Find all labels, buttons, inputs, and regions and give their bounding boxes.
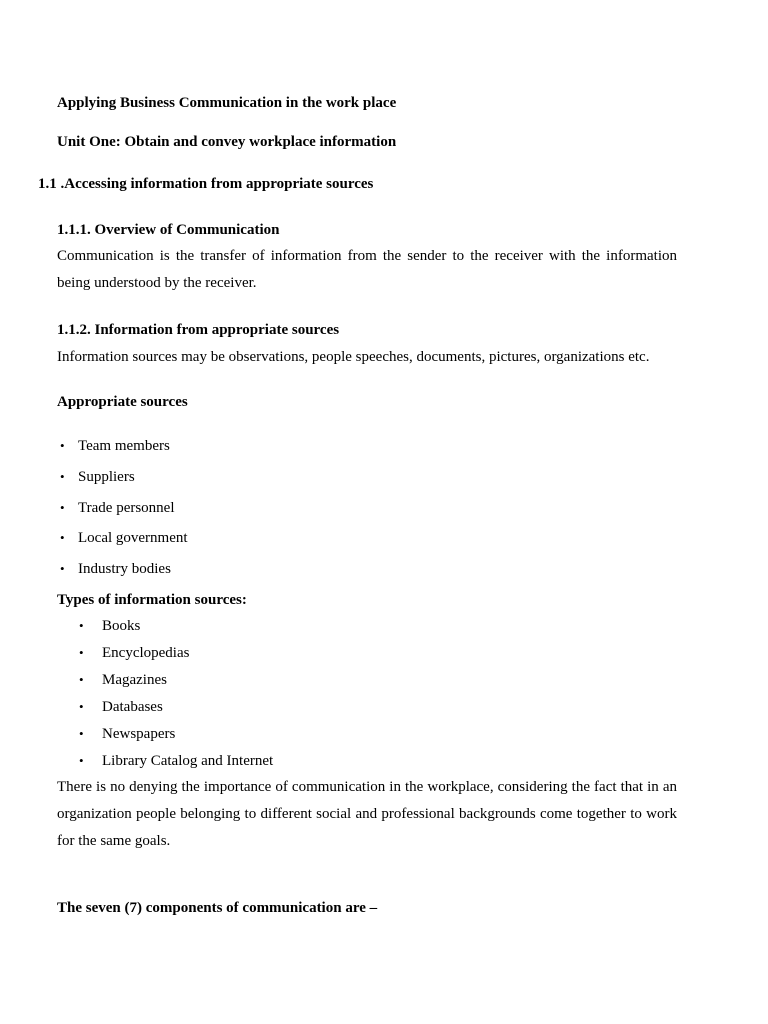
list-item: Databases (102, 699, 163, 715)
document-title: Applying Business Communication in the work place (57, 95, 397, 111)
bullet-icon: • (60, 530, 65, 545)
list-item: Magazines (102, 672, 167, 688)
section-heading: 1.1 .Accessing information from appropriate sources (38, 176, 374, 192)
list-item: Local government (78, 530, 188, 546)
list-item: Industry bodies (78, 561, 171, 577)
overview-paragraph: Communication is the transfer of information from the sender to the receiver with the information being understood by the receiver. (57, 248, 677, 291)
list-item: Newspapers (102, 726, 176, 742)
types-heading: Types of information sources: (57, 592, 247, 608)
list-item: Team members (78, 438, 170, 454)
list-item: Trade personnel (78, 500, 175, 516)
bullet-icon: • (79, 672, 84, 687)
bullet-icon: • (79, 618, 84, 633)
bullet-icon: • (79, 753, 84, 768)
appropriate-sources-heading: Appropriate sources (57, 394, 188, 410)
bullet-icon: • (60, 500, 65, 515)
bullet-icon: • (60, 561, 65, 576)
bullet-icon: • (79, 726, 84, 741)
list-item: Books (102, 618, 141, 634)
bullet-icon: • (60, 438, 65, 453)
importance-paragraph: There is no denying the importance of communication in the workplace, considering the fact that in an organization people belonging to different social and professional backgrounds come together to work for the same goals. (57, 779, 677, 849)
list-item: Encyclopedias (102, 645, 190, 661)
unit-heading: Unit One: Obtain and convey workplace information (57, 134, 397, 150)
bullet-icon: • (60, 469, 65, 484)
list-item: Library Catalog and Internet (102, 753, 274, 769)
sources-paragraph: Information sources may be observations, people speeches, documents, pictures, organizations etc. (57, 349, 650, 365)
list-item: Suppliers (78, 469, 135, 485)
bullet-icon: • (79, 645, 84, 660)
sources-heading: 1.1.2. Information from appropriate sources (57, 322, 340, 338)
bullet-icon: • (79, 699, 84, 714)
components-heading: The seven (7) components of communication are – (57, 900, 378, 916)
overview-heading: 1.1.1. Overview of Communication (57, 222, 280, 238)
